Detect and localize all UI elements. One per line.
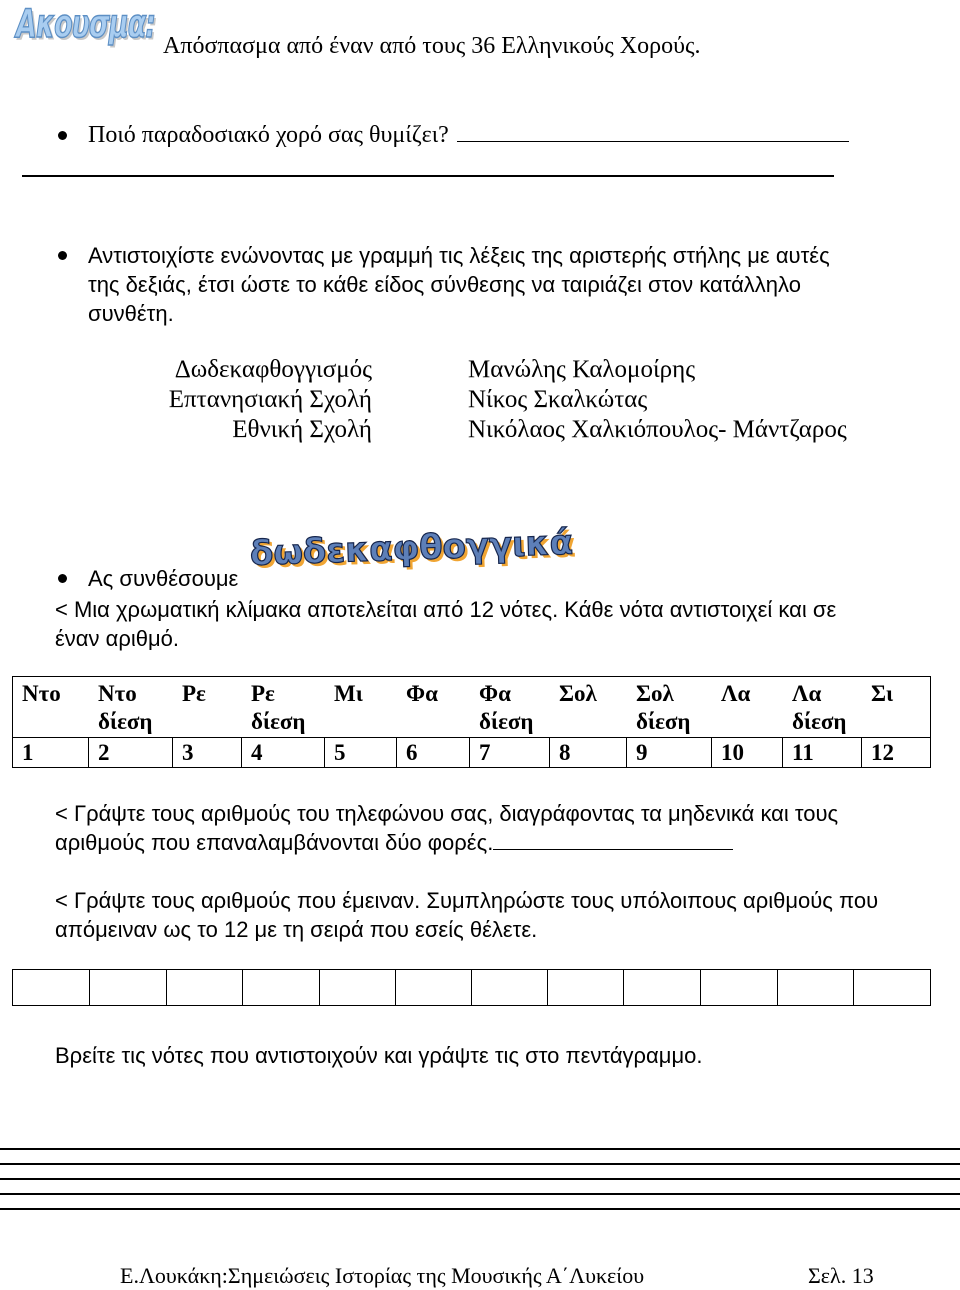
answer-cell xyxy=(13,970,90,1005)
staff-line xyxy=(0,1208,960,1210)
answer-cell xyxy=(320,970,396,1005)
note-cell xyxy=(627,677,712,737)
note-cell xyxy=(397,677,470,737)
notes-number-table xyxy=(12,676,931,768)
staff-line xyxy=(0,1148,960,1150)
remaining-instruction-line: < Γράψτε τους αριθμούς που έμειναν. Συμπληρώστε τους υπόλοιπους αριθμούς που xyxy=(55,888,879,913)
answer-cell xyxy=(243,970,320,1005)
notes-header-row xyxy=(13,677,930,737)
number-cell: 11 xyxy=(783,738,862,767)
footer-text: Ε.Λουκάκη:Σημειώσεις Ιστορίας της Μουσικής Α΄Λυκείου xyxy=(120,1263,645,1288)
note-name: Σι xyxy=(871,681,894,706)
page-number: Σελ. 13 xyxy=(808,1263,874,1288)
page-title: Απόσπασμα από έναν από τους 36 Ελληνικούς Χορούς. xyxy=(163,33,701,59)
number-cell: 12 xyxy=(871,740,894,765)
note-cell xyxy=(783,677,862,737)
note-cell xyxy=(712,677,783,737)
note-name: Ρε xyxy=(182,681,206,706)
answer-cell xyxy=(854,970,930,1005)
phone-instruction-line: < Γράψτε τους αριθμούς του τηλεφώνου σας, διαγράφοντας τα μηδενικά και τους xyxy=(55,801,839,826)
answer-cell xyxy=(167,970,243,1005)
note-cell xyxy=(862,677,930,737)
number-cell: 5 xyxy=(325,738,397,767)
match-left-item: Δωδεκαφθογγισμός xyxy=(174,356,372,383)
match-left-item: Επτανησιακή Σχολή xyxy=(168,386,372,413)
number-cell: 7 xyxy=(470,738,550,767)
number-cell: 8 xyxy=(550,738,627,767)
note-name: Μι xyxy=(334,681,363,706)
note-name: Λα xyxy=(792,681,822,706)
match-right-item: Νίκος Σκαλκώτας xyxy=(468,386,648,413)
note-name: Λα xyxy=(721,681,751,706)
number-cell: 9 xyxy=(627,738,712,767)
answer-line xyxy=(457,121,849,142)
notes-number-row xyxy=(13,737,930,767)
scale-text-line: έναν αριθμό. xyxy=(55,626,180,651)
bullet-icon xyxy=(58,251,67,260)
answer-cell xyxy=(624,970,701,1005)
note-cell xyxy=(13,677,89,737)
staff-line xyxy=(0,1193,960,1195)
match-left-item: Εθνική Σχολή xyxy=(232,416,372,443)
note-name: Ντο xyxy=(98,681,137,706)
note-name: Σολ xyxy=(636,681,674,706)
note-name: Φα xyxy=(479,681,511,706)
note-name: Ντο xyxy=(22,681,61,706)
question-match-line: της δεξιάς, έτσι ώστε το κάθε είδος σύνθεσης να ταιριάζει στον κατάλληλο xyxy=(88,272,801,297)
remaining-instruction-line: απόμειναν ως το 12 με τη σειρά που εσείς θέλετε. xyxy=(55,917,538,942)
note-accidental: δίεση xyxy=(251,709,306,734)
question-dance-text: Ποιό παραδοσιακό χορό σας θυμίζει? xyxy=(88,122,449,148)
bullet-icon xyxy=(58,574,67,583)
note-accidental: δίεση xyxy=(479,709,534,734)
answer-cell xyxy=(396,970,472,1005)
staff-line xyxy=(0,1178,960,1180)
answer-cell xyxy=(701,970,778,1005)
note-accidental: δίεση xyxy=(98,709,153,734)
note-cell xyxy=(550,677,627,737)
note-cell xyxy=(242,677,325,737)
answer-cell xyxy=(778,970,854,1005)
note-cell xyxy=(173,677,242,737)
note-accidental: δίεση xyxy=(792,709,847,734)
answer-line xyxy=(493,829,733,850)
question-match-line: Αντιστοιχίστε ενώνοντας με γραμμή τις λέξεις της αριστερής στήλης με αυτές xyxy=(88,243,830,268)
phone-instruction-line xyxy=(55,828,733,857)
answer-cell xyxy=(472,970,548,1005)
note-cell xyxy=(470,677,550,737)
answer-line xyxy=(22,175,834,177)
note-cell xyxy=(325,677,397,737)
number-cell: 10 xyxy=(712,738,783,767)
note-name: Φα xyxy=(406,681,438,706)
question-match-line: συνθέτη. xyxy=(88,301,174,326)
match-right-item: Νικόλαος Χαλκιόπουλος- Μάντζαρος xyxy=(468,416,847,443)
number-cell: 2 xyxy=(89,738,173,767)
staff-line xyxy=(0,1163,960,1165)
scale-text-line: < Μια χρωματική κλίμακα αποτελείται από 12 νότες. Κάθε νότα αντιστοιχεί και σε xyxy=(55,597,837,622)
number-cell: 4 xyxy=(242,738,325,767)
number-cell: 6 xyxy=(397,738,470,767)
question-dance xyxy=(88,121,849,149)
dodecaphonic-wordart: δωδεκαφθογγικά xyxy=(249,522,574,574)
note-name: Ρε xyxy=(251,681,275,706)
phone-instruction-text: αριθμούς που επαναλαμβάνονται δύο φορές. xyxy=(55,830,494,855)
match-right-item: Μανώλης Καλομοίρης xyxy=(468,356,696,383)
number-cell: 3 xyxy=(173,738,242,767)
note-accidental: δίεση xyxy=(636,709,691,734)
note-name: Σολ xyxy=(559,681,597,706)
answer-table xyxy=(12,969,931,1006)
bullet-icon xyxy=(58,131,67,140)
find-notes-instruction: Βρείτε τις νότες που αντιστοιχούν και γράψτε τις στο πεντάγραμμο. xyxy=(55,1043,703,1068)
compose-intro: Ας συνθέσουμε xyxy=(88,566,239,591)
answer-cell xyxy=(90,970,167,1005)
answer-cell xyxy=(548,970,624,1005)
number-cell: 1 xyxy=(13,738,89,767)
note-cell xyxy=(89,677,173,737)
akousma-logo: Ακουσμα: xyxy=(16,2,156,47)
